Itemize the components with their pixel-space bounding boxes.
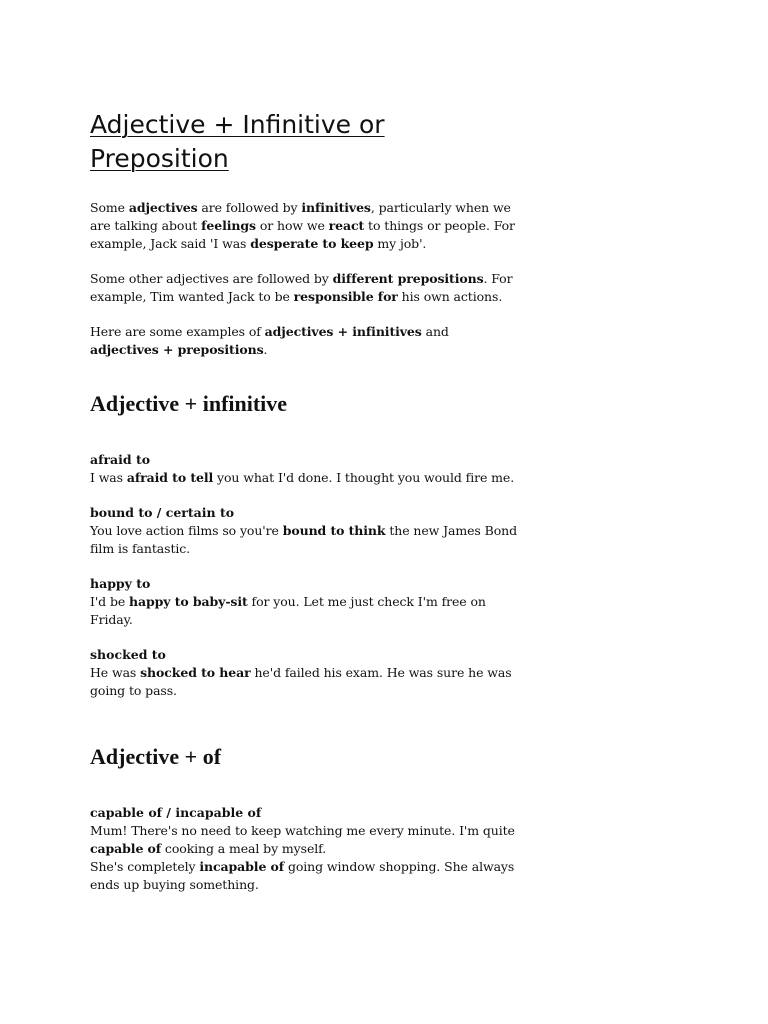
bold-term: different prepositions (332, 271, 484, 286)
bold-term: feelings (201, 218, 256, 233)
example-entry (90, 451, 520, 487)
text-run: you what I'd done. I thought you would fire me. (213, 470, 515, 485)
text-run: Some (90, 200, 129, 215)
bold-term: adjectives (128, 200, 198, 215)
bold-term: adjectives + infinitives (264, 324, 422, 339)
intro-paragraph (90, 199, 520, 253)
intro-paragraph (90, 270, 520, 306)
example-entry (90, 504, 520, 558)
entry-heading: shocked to (90, 647, 166, 662)
text-run: the new James Bond film is fantastic. (90, 523, 517, 556)
text-run: I was (90, 470, 127, 485)
section-heading: Adjective + infinitive (90, 391, 288, 416)
entry-heading: afraid to (90, 452, 151, 467)
bold-term: happy to baby-sit (129, 594, 248, 609)
bold-term: desperate to keep (250, 236, 374, 251)
text-run: his own actions. (397, 289, 503, 304)
text-run: . (263, 342, 268, 357)
example-entry (90, 575, 520, 629)
text-run: or how we (255, 218, 329, 233)
text-run: I'd be (90, 594, 130, 609)
intro-section (90, 199, 520, 359)
bold-term: afraid to tell (126, 470, 214, 485)
text-run: cooking a meal by myself. (161, 841, 327, 856)
text-run: Here are some examples of (90, 324, 265, 339)
text-run: You love action films so you're (90, 523, 283, 538)
bold-term: shocked to hear (140, 665, 251, 680)
example-sentence (90, 522, 520, 558)
example-sentence (90, 664, 520, 700)
bold-term: bound to think (282, 523, 386, 538)
bold-term: responsible for (293, 289, 398, 304)
section-heading: Adjective + of (90, 744, 222, 769)
document-title (90, 108, 520, 176)
text-run: and (421, 324, 449, 339)
example-sentence (90, 822, 520, 858)
example-sentence (90, 469, 520, 487)
example-sentence (90, 858, 520, 894)
text-run: for you. Let me just check I'm free on Friday. (90, 594, 486, 627)
bold-term: adjectives + prepositions (90, 342, 264, 357)
text-run: going window shopping. She always ends up buying something. (90, 859, 515, 892)
text-run: to things or people. For example, Jack said 'I was (90, 218, 515, 251)
text-run: are followed by (197, 200, 302, 215)
document-title-line-1: Adjective + Infinitive or (90, 110, 385, 139)
bold-term: capable of (90, 841, 162, 856)
text-run: , particularly when we are talking about (90, 200, 511, 233)
entry-heading: capable of / incapable of (90, 805, 262, 820)
text-run: . For example, Tim wanted Jack to be (90, 271, 513, 304)
entry-heading: happy to (90, 576, 151, 591)
document-page (90, 108, 520, 911)
bold-term: infinitives (301, 200, 371, 215)
entry-heading: bound to / certain to (90, 505, 235, 520)
example-entry (90, 804, 520, 894)
bold-term: react (328, 218, 365, 233)
text-run: Mum! There's no need to keep watching me every minute. I'm quite (90, 823, 515, 838)
text-run: He was (90, 665, 141, 680)
examples-sections (90, 390, 520, 894)
example-entry (90, 646, 520, 700)
example-sentence (90, 593, 520, 629)
text-run: my job'. (373, 236, 427, 251)
text-run: he'd failed his exam. He was sure he was going to pass. (90, 665, 512, 698)
document-title-line-2: Preposition (90, 144, 229, 173)
intro-paragraph (90, 323, 520, 359)
bold-term: incapable of (199, 859, 285, 874)
text-run: She's completely (90, 859, 200, 874)
text-run: Some other adjectives are followed by (90, 271, 333, 286)
